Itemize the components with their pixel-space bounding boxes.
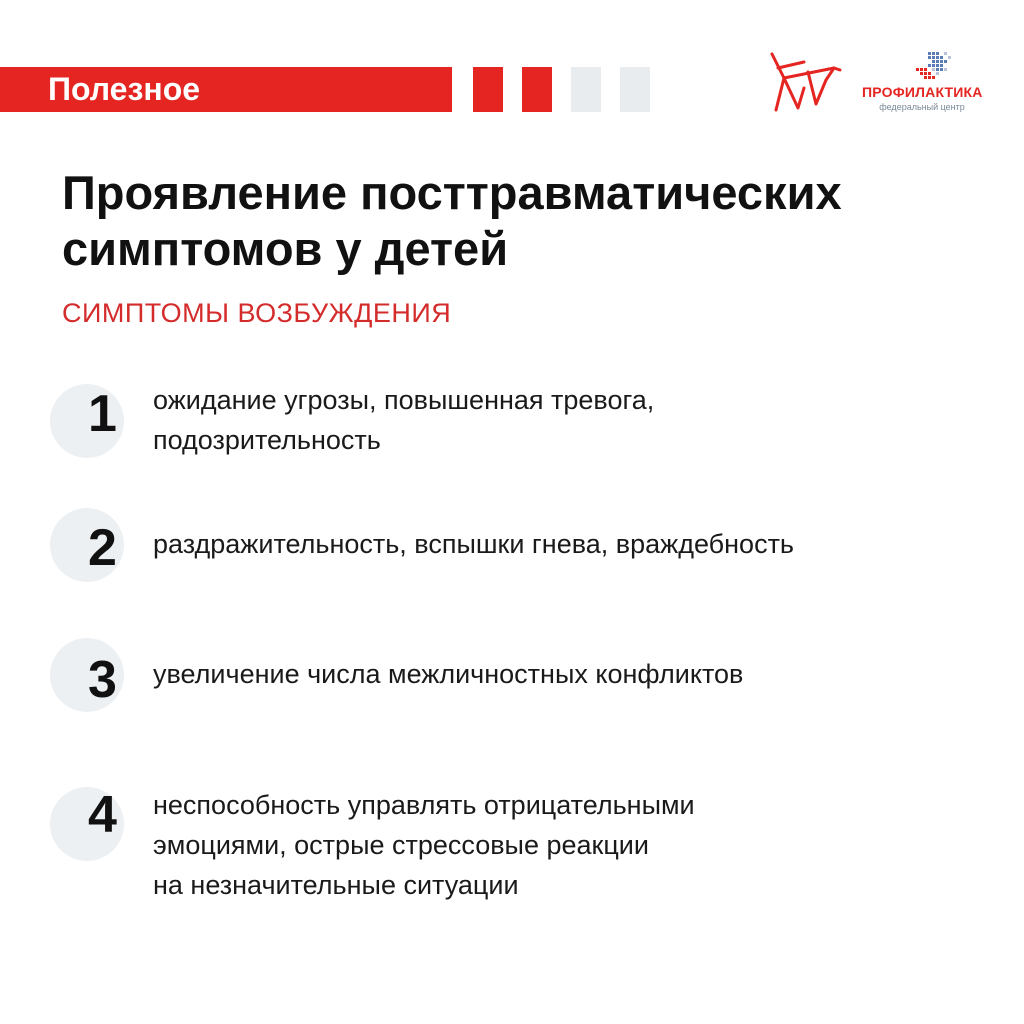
item-text-line: увеличение числа межличностных конфликтов <box>153 659 744 689</box>
item-number: 1 <box>88 385 117 443</box>
item-text <box>153 654 983 694</box>
logo-grid-icon <box>916 52 952 80</box>
item-text-line: ожидание угрозы, повышенная тревога, <box>153 385 655 415</box>
page-title <box>62 165 1002 277</box>
item-text-line: на незначительные ситуации <box>153 870 519 900</box>
title-line-2: симптомов у детей <box>62 222 509 275</box>
item-number: 2 <box>88 519 117 577</box>
header-banner <box>0 67 452 112</box>
item-number: 4 <box>88 786 117 844</box>
item-number: 3 <box>88 651 117 709</box>
item-text-line: подозрительность <box>153 425 381 455</box>
item-text-line: раздражительность, вспышки гнева, враждебность <box>153 529 794 559</box>
tag-label: Полезное <box>48 71 201 107</box>
chair-logo-icon <box>764 48 844 118</box>
item-text-line: эмоциями, острые стрессовые реакции <box>153 830 649 860</box>
item-text-line: неспособность управлять отрицательными <box>153 790 695 820</box>
section-subtitle: СИМПТОМЫ ВОЗБУЖДЕНИЯ <box>62 298 452 328</box>
item-text <box>153 524 983 564</box>
decor-stripe-grey-1 <box>571 67 601 112</box>
logo-subtitle: федеральный центр <box>879 102 965 112</box>
item-text <box>153 785 983 905</box>
logo-name: ПРОФИЛАКТИКА <box>862 84 983 100</box>
decor-stripe-red-1 <box>473 67 503 112</box>
decor-stripe-red-2 <box>522 67 552 112</box>
decor-stripe-grey-2 <box>620 67 650 112</box>
title-line-1: Проявление посттравматических <box>62 166 842 219</box>
item-text <box>153 380 983 460</box>
